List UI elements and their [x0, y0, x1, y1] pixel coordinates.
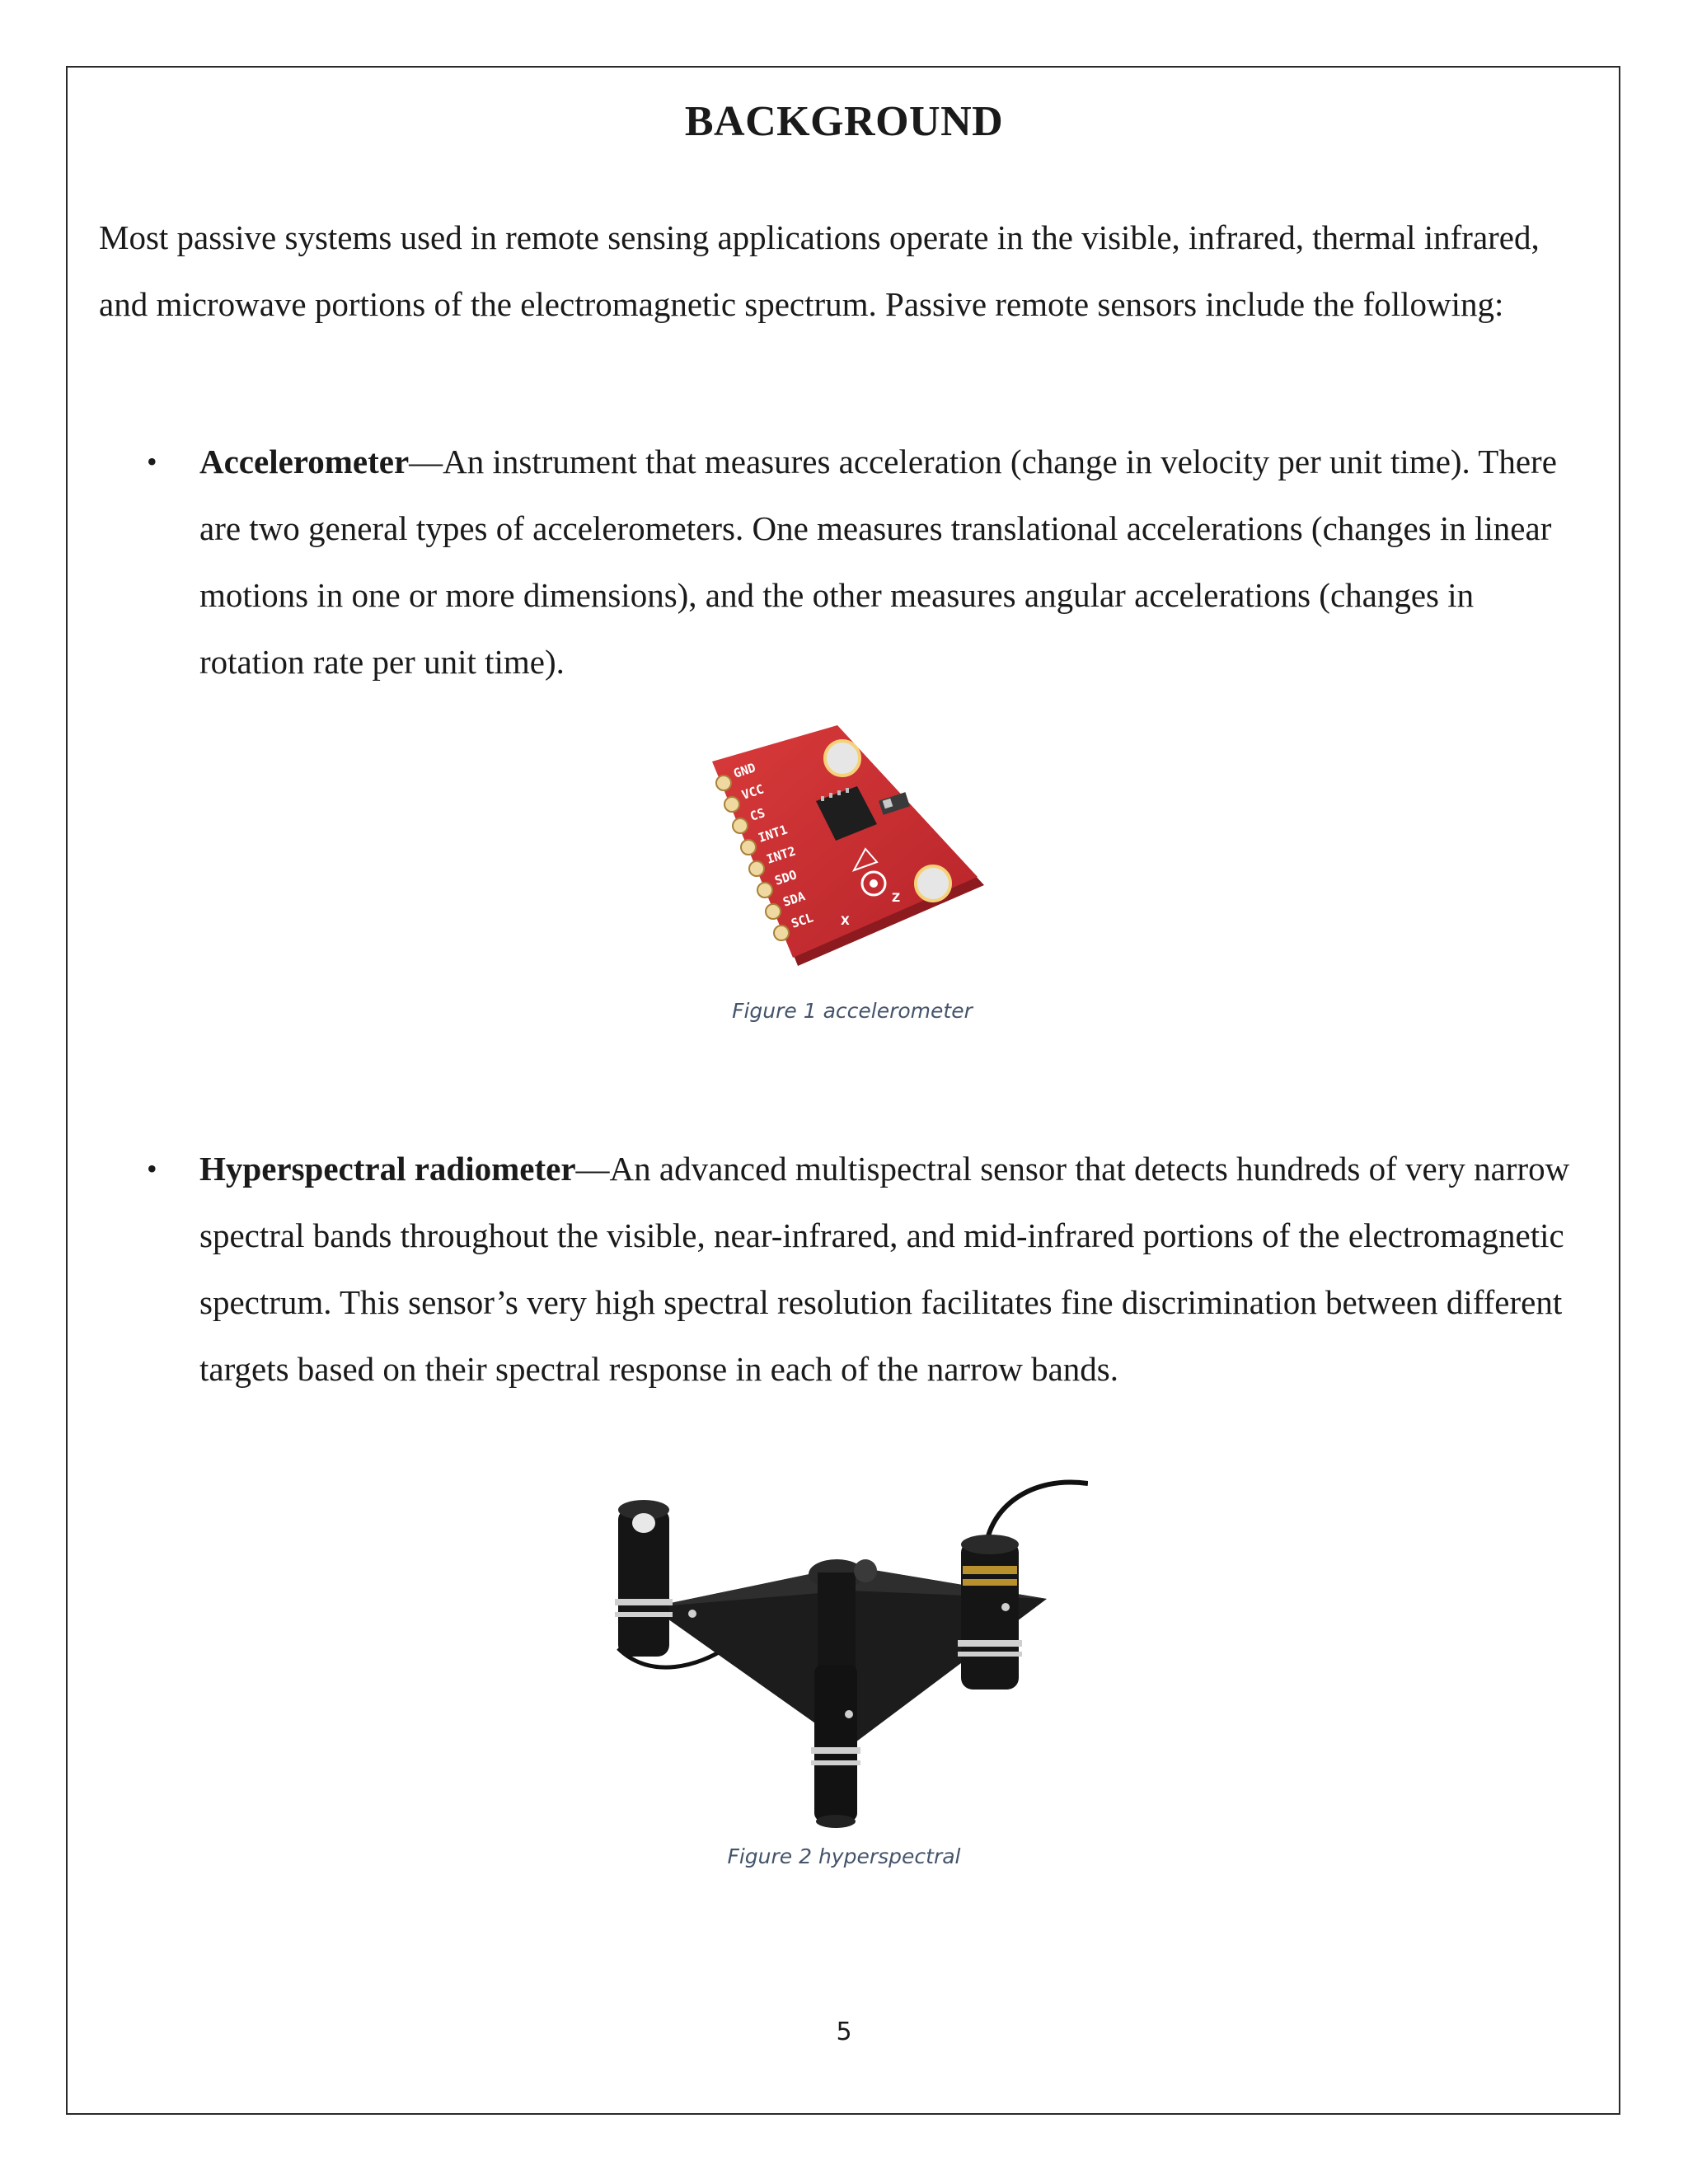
intro-paragraph: Most passive systems used in remote sensing applications operate in the visible, infrared, thermal infrared, and microwave portions of the electromagnetic spectrum. Passive remote sensors include the following: — [99, 218, 1540, 323]
pin-label: INT1 — [756, 822, 790, 846]
bullet-term: Accelerometer — [199, 443, 410, 480]
bullet-term: Hyperspectral radiometer — [199, 1150, 576, 1188]
pin-label: GND — [731, 760, 758, 781]
pin-label: VCC — [739, 781, 767, 803]
axis-label: X — [841, 915, 850, 928]
page-title: BACKGROUND — [684, 98, 1004, 145]
list-item-hyperspectral — [147, 1136, 1584, 1403]
axis-label: Z — [892, 892, 901, 905]
figure-caption: Figure 1 accelerometer — [732, 999, 973, 1023]
list-item-accelerometer — [147, 429, 1584, 696]
pin-label: SDA — [781, 888, 808, 910]
bullet-icon: • — [147, 445, 157, 478]
bullet-text: —An advanced multispectral sensor that detects hundreds of very narrow spectral bands throughout the visible, near-infrared, and mid-infrared portions of the electromagnetic spectrum. This sensor’s very high spectral resolution facilitates fine discrimination between different targets based on their spectral response in each of the narrow bands. — [199, 1150, 1570, 1388]
pin-label: SDO — [772, 867, 799, 888]
bullet-icon: • — [147, 1152, 157, 1185]
pin-label: INT2 — [764, 843, 798, 867]
pin-label: CS — [748, 805, 767, 824]
pin-label: SCL — [789, 910, 816, 931]
page-number: 5 — [836, 2018, 852, 2046]
bullet-text: —An instrument that measures acceleration (change in velocity per unit time). There are two general types of accelerometers. One measures translational accelerations (changes in linear motions in one or more dimensions), and the other measures angular accelerations (changes in rotation rate per unit time). — [199, 443, 1557, 681]
figure-caption: Figure 2 hyperspectral — [727, 1844, 961, 1868]
accelerometer-image — [701, 725, 989, 981]
hyperspectral-radiometer-image — [602, 1475, 1088, 1830]
